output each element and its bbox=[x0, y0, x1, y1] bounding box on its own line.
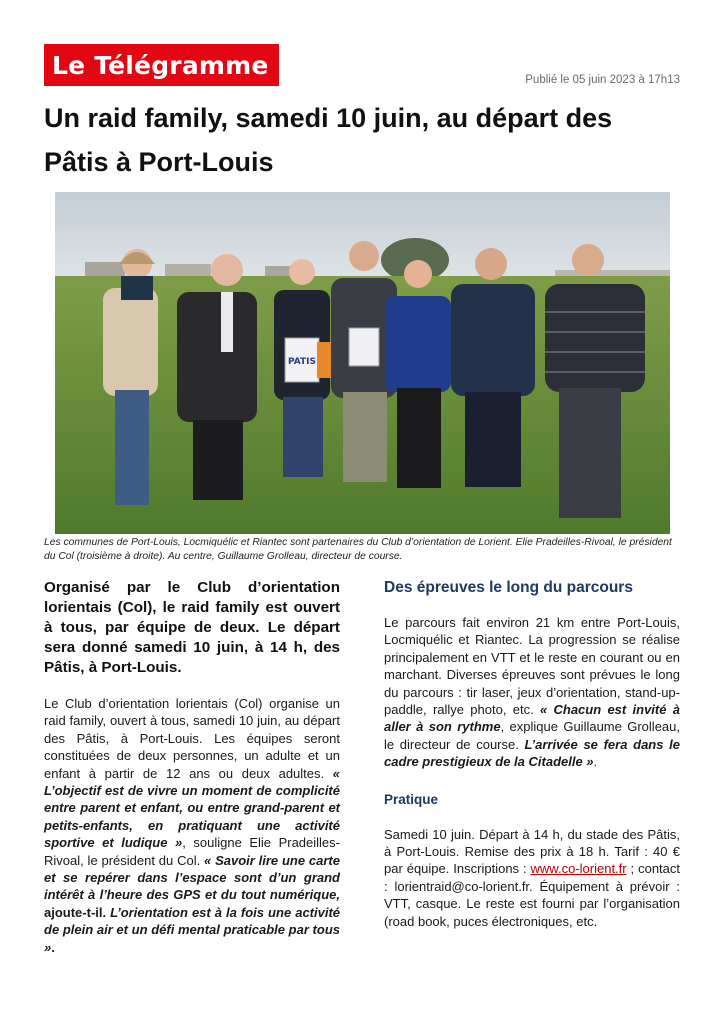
article-photo bbox=[55, 192, 670, 534]
photo-caption: Les communes de Port-Louis, Locmiquélic et Riantec sont partenaires du Club d’orientation de Lorient. Elie Pradeilles-Rivoal, le président du Col (troisième à droite). Au centre, Guillaume Grolleau, directeur de course. bbox=[44, 537, 672, 562]
section-title-pratique: Pratique bbox=[384, 791, 439, 807]
newspaper-logo[interactable] bbox=[44, 44, 279, 86]
article-headline: Un raid family, samedi 10 juin, au départ des Pâtis à Port-Louis bbox=[44, 103, 613, 177]
section-paragraph-pratique: Samedi 10 juin. Départ à 14 h, du stade des Pâtis, à Port-Louis. Remise des prix à 18 h. Tarif : 40 € par équipe. Inscriptions : www.co-lorient.fr ; contact : lorientraid@co-lorient.fr. Équipement à prévoir : VTT, casque. Le reste est fourni par l’organisation (road book, puces électroniques, etc. bbox=[384, 826, 680, 929]
section-title-epreuves: Des épreuves le long du parcours bbox=[384, 579, 633, 596]
section-paragraph-epreuves: Le parcours fait environ 21 km entre Port-Louis, Locmiquélic et Riantec. La progression se réalise principalement en VTT et le reste en courant ou en marchant. Diverses épreuves sont prévues le long du parcours : tir laser, jeux d’orientation, stand-up-paddle, rallye photo, etc. « Chacun est invité à aller à son rythme, explique Guillaume Grolleau, le directeur de course. L’arrivée se fera dans le cadre prestigieux de la Citadelle ». bbox=[384, 615, 680, 770]
article-lead: Organisé par le Club d’orientation lorientais (Col), le raid family est ouvert à tous, par équipe de deux. Le départ sera donné samedi 10 juin, à 14 h, des Pâtis, à Port-Louis. bbox=[44, 579, 340, 676]
right-column bbox=[384, 578, 680, 930]
logo-text: Le Télégramme bbox=[52, 50, 269, 80]
publication-date: Publié le 05 juin 2023 à 17h13 bbox=[525, 74, 680, 86]
left-column bbox=[44, 578, 340, 956]
article-paragraph-1: Le Club d’orientation lorientais (Col) organise un raid family, ouvert à tous, samedi 10 juin, au départ des Pâtis, à Port-Louis. Les équipes seront constituées de deux personnes, un adulte et un enfant à partir de 12 ans ou deux adultes. « L’objectif est de vivre un moment de complicité entre parent et enfant, ou entre grand-parent et petits-enfants, en pratiquant une activité sportive et ludique », souligne Elie Pradeilles-Rivoal, le président du Col. « Savoir lire une carte et se repérer dans l’espace sont d’un grand intérêt à l’heure des GPS et du tout numérique, ajoute-t-il. L’orientation est à la fois une activité de plein air et un défi mental praticable par tous ». bbox=[44, 696, 341, 955]
registration-link[interactable]: www.co-lorient.fr bbox=[530, 861, 627, 877]
poster-text: PATIS bbox=[287, 357, 317, 367]
